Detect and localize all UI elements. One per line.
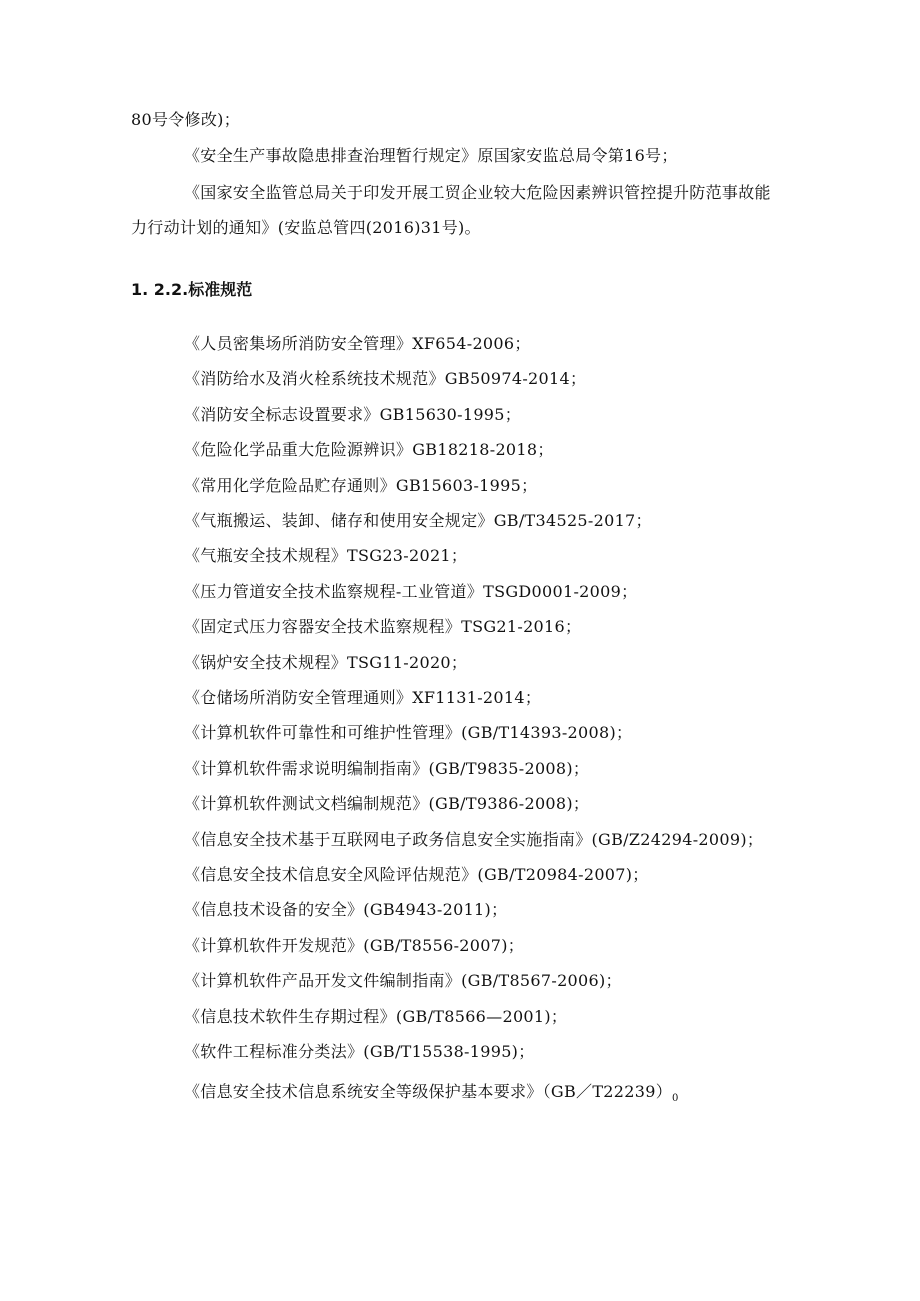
list-item: 《气瓶安全技术规程》TSG23-2021；	[184, 546, 468, 565]
section-heading	[131, 280, 252, 300]
list-item: 《消防给水及消火栓系统技术规范》GB50974-2014；	[184, 369, 587, 388]
list-item: 《计算机软件产品开发文件编制指南》(GB/T8567-2006)；	[184, 971, 622, 990]
list-item: 《软件工程标准分类法》(GB/T15538-1995)；	[184, 1042, 535, 1061]
list-item-last	[184, 1082, 679, 1109]
list-item: 《信息安全技术信息安全风险评估规范》(GB/T20984-2007)；	[184, 865, 649, 884]
paragraph-continuation: 80号令修改)；	[131, 110, 241, 129]
section-number: 1. 2.2.	[131, 280, 189, 299]
last-item-text: 《信息安全技术信息系统安全等级保护基本要求》（GB／T22239）	[184, 1082, 673, 1101]
list-item: 《信息安全技术基于互联网电子政务信息安全实施指南》(GB/Z24294-2009)；	[184, 830, 764, 849]
last-item-suffix: 0	[672, 1093, 679, 1104]
list-item: 《仓储场所消防安全管理通则》XF1131-2014；	[184, 688, 542, 707]
list-item: 《计算机软件需求说明编制指南》(GB/T9835-2008)；	[184, 759, 590, 778]
section-title: 标准规范	[188, 280, 253, 299]
list-item: 《气瓶搬运、装卸、储存和使用安全规定》GB/T34525-2017；	[184, 511, 652, 530]
paragraph-notice-line1: 《国家安全监管总局关于印发开展工贸企业较大危险因素辨识管控提升防范事故能	[184, 183, 771, 202]
list-item: 《信息技术设备的安全》(GB4943-2011)；	[184, 900, 508, 919]
list-item: 《计算机软件开发规范》(GB/T8556-2007)；	[184, 936, 525, 955]
list-item: 《锅炉安全技术规程》TSG11-2020；	[184, 653, 468, 672]
paragraph-regulation: 《安全生产事故隐患排查治理暂行规定》原国家安监总局令第16号；	[184, 146, 678, 165]
list-item: 《危险化学品重大危险源辨识》GB18218-2018；	[184, 440, 554, 459]
list-item: 《固定式压力容器安全技术监察规程》TSG21-2016；	[184, 617, 582, 636]
list-item: 《常用化学危险品贮存通则》GB15603-1995；	[184, 476, 538, 495]
list-item: 《消防安全标志设置要求》GB15630-1995；	[184, 405, 522, 424]
list-item: 《人员密集场所消防安全管理》XF654-2006；	[184, 334, 531, 353]
list-item: 《计算机软件可靠性和可维护性管理》(GB/T14393-2008)；	[184, 723, 633, 742]
list-item: 《计算机软件测试文档编制规范》(GB/T9386-2008)；	[184, 794, 590, 813]
list-item: 《压力管道安全技术监察规程-工业管道》TSGD0001-2009；	[184, 582, 638, 601]
paragraph-notice-line2: 力行动计划的通知》(安监总管四(2016)31号)。	[131, 218, 481, 237]
list-item: 《信息技术软件生存期过程》(GB/T8566—2001)；	[184, 1007, 568, 1026]
